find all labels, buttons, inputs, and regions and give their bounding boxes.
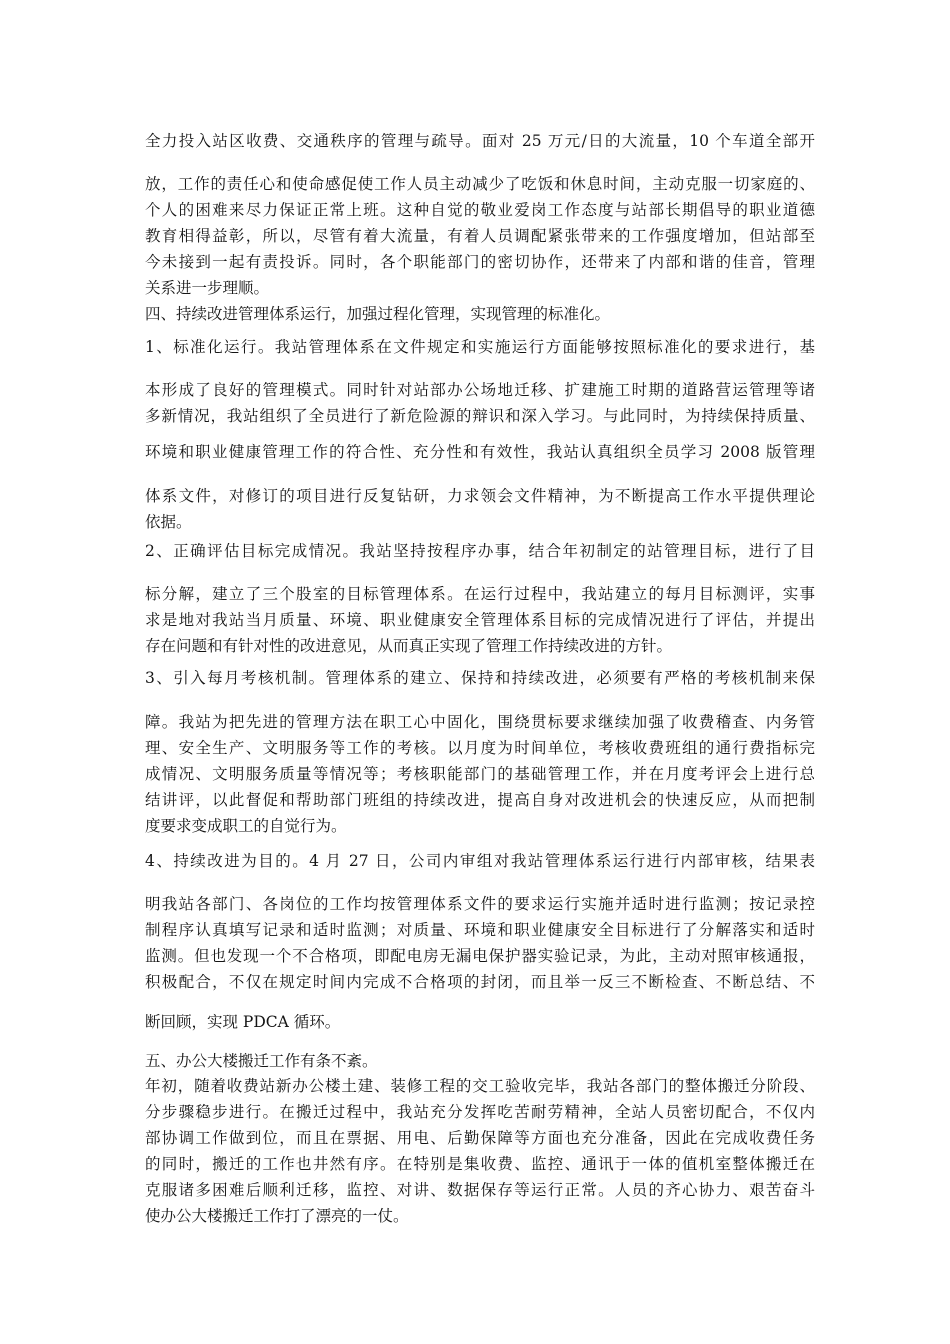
paragraph-line: 度要求变成职工的自觉行为。 <box>145 817 347 835</box>
paragraph-line: 本形成了良好的管理模式。同时针对站部办公场地迁移、扩建施工时期的道路营运管理等诸 <box>145 381 815 399</box>
paragraph-line: 放，工作的责任心和使命感促使工作人员主动减少了吃饭和休息时间，主动克服一切家庭的、 <box>145 175 815 193</box>
paragraph-line: 理、安全生产、文明服务等工作的考核。以月度为时间单位，考核收费班组的通行费指标完 <box>145 739 815 757</box>
paragraph-line: 积极配合，不仅在规定时间内完成不合格项的封闭，而且举一反三不断检查、不断总结、不 <box>145 973 815 991</box>
paragraph-line: 体系文件，对修订的项目进行反复钻研，力求领会文件精神，为不断提高工作水平提供理论 <box>145 487 815 505</box>
paragraph-line: 监测。但也发现一个不合格项，即配电房无漏电保护器实验记录，为此，主动对照审核通报， <box>145 947 815 965</box>
paragraph-line: 存在问题和有针对性的改进意见，从而真正实现了管理工作持续改进的方针。 <box>145 637 673 655</box>
paragraph-line: 2、正确评估目标完成情况。我站坚持按程序办事，结合年初制定的站管理目标，进行了目 <box>145 542 815 560</box>
paragraph-line: 关系进一步理顺。 <box>145 279 270 297</box>
paragraph-line: 求是地对我站当月质量、环境、职业健康安全管理体系目标的完成情况进行了评估，并提出 <box>145 611 815 629</box>
paragraph-line: 个人的困难来尽力保证正常上班。这种自觉的敬业爱岗工作态度与站部长期倡导的职业道德 <box>145 201 815 219</box>
paragraph-line: 明我站各部门、各岗位的工作均按管理体系文件的要求运行实施并适时进行监测；按记录控 <box>145 895 815 913</box>
paragraph-line: 障。我站为把先进的管理方法在职工心中固化，围绕贯标要求继续加强了收费稽查、内务管 <box>145 713 815 731</box>
paragraph-line: 今未接到一起有责投诉。同时，各个职能部门的密切协作，还带来了内部和谐的佳音，管理 <box>145 253 815 271</box>
paragraph-line: 依据。 <box>145 513 192 531</box>
paragraph-line: 4、持续改进为目的。4 月 27 日，公司内审组对我站管理体系运行进行内部审核，结果表 <box>145 852 815 870</box>
paragraph-line: 标分解，建立了三个股室的目标管理体系。在运行过程中，我站建立的每月目标测评，实事 <box>145 585 815 603</box>
paragraph-line: 克服诸多困难后顺利迁移，监控、对讲、数据保存等运行正常。人员的齐心协力、艰苦奋斗 <box>145 1181 815 1199</box>
paragraph-line: 成情况、文明服务质量等情况等；考核职能部门的基础管理工作，并在月度考评会上进行总 <box>145 765 815 783</box>
paragraph-line: 3、引入每月考核机制。管理体系的建立、保持和持续改进，必须要有严格的考核机制来保 <box>145 669 815 687</box>
section-heading: 四、持续改进管理体系运行，加强过程化管理，实现管理的标准化。 <box>145 305 611 323</box>
paragraph-line: 分步骤稳步进行。在搬迁过程中，我站充分发挥吃苦耐劳精神，全站人员密切配合，不仅内 <box>145 1103 815 1121</box>
paragraph-line: 制程序认真填写记录和适时监测；对质量、环境和职业健康安全目标进行了分解落实和适时 <box>145 921 815 939</box>
paragraph-line: 全力投入站区收费、交通秩序的管理与疏导。面对 25 万元/日的大流量，10 个车道全部开 <box>145 132 815 150</box>
paragraph-line: 教育相得益彰，所以，尽管有着大流量，有着人员调配紧张带来的工作强度增加，但站部至 <box>145 227 815 245</box>
section-heading: 五、办公大楼搬迁工作有条不紊。 <box>145 1052 378 1070</box>
paragraph-line: 断回顾，实现 PDCA 循环。 <box>145 1013 341 1031</box>
paragraph-line: 使办公大楼搬迁工作打了漂亮的一仗。 <box>145 1207 409 1225</box>
paragraph-line: 年初，随着收费站新办公楼土建、装修工程的交工验收完毕，我站各部门的整体搬迁分阶段、 <box>145 1077 815 1095</box>
paragraph-line: 的同时，搬迁的工作也井然有序。在特别是集收费、监控、通讯于一体的值机室整体搬迁在 <box>145 1155 815 1173</box>
paragraph-line: 结讲评，以此督促和帮助部门班组的持续改进，提高自身对改进机会的快速反应，从而把制 <box>145 791 815 809</box>
paragraph-line: 部协调工作做到位，而且在票据、用电、后勤保障等方面也充分准备，因此在完成收费任务 <box>145 1129 815 1147</box>
paragraph-line: 多新情况，我站组织了全员进行了新危险源的辩识和深入学习。与此同时，为持续保持质量、 <box>145 407 815 425</box>
paragraph-line: 环境和职业健康管理工作的符合性、充分性和有效性，我站认真组织全员学习 2008 版管理 <box>145 443 815 461</box>
paragraph-line: 1、标准化运行。我站管理体系在文件规定和实施运行方面能够按照标准化的要求进行，基 <box>145 338 815 356</box>
